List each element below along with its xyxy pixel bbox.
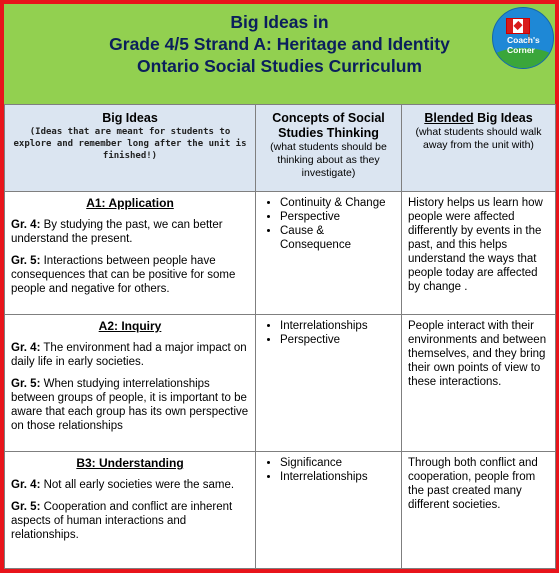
concepts-cell <box>256 315 402 452</box>
blended-subtitle: (what students should walk away from the unit with) <box>415 126 542 151</box>
big-idea-cell <box>5 315 256 452</box>
grade-label: Gr. 4: <box>11 479 41 491</box>
grade-text: Interactions between people have consequences that can be positive for some people and negative for others. <box>11 255 236 295</box>
big-ideas-table <box>4 104 556 569</box>
list-item: • Significance <box>280 456 395 470</box>
grade-text: The environment had a major impact on daily life in early societies. <box>11 342 247 368</box>
column-header-concepts <box>256 105 402 192</box>
title-line-3: Ontario Social Studies Curriculum <box>137 56 422 76</box>
list-item: • Continuity & Change <box>280 196 395 210</box>
grade-text: Not all early societies were the same. <box>40 479 235 491</box>
grade-label: Gr. 5: <box>11 255 41 267</box>
table-row <box>5 192 556 315</box>
concepts-cell <box>256 192 402 315</box>
grade-label: Gr. 4: <box>11 219 41 231</box>
grade-5-idea <box>11 254 249 296</box>
blended-rest: Big Ideas <box>473 111 533 125</box>
blended-cell: People interact with their environments and between themselves, and they bring their own points of view to these interactions. <box>402 315 556 452</box>
grade-label: Gr. 5: <box>11 378 41 390</box>
blended-heading <box>406 111 551 126</box>
list-item: • Cause & Consequence <box>280 224 395 252</box>
logo-text: Coach's Corner <box>507 35 540 55</box>
grade-text: Cooperation and conflict are inherent aspects of human interactions and relationships. <box>11 501 233 541</box>
row-title: A2: Inquiry <box>98 319 162 333</box>
grade-4-idea <box>11 218 249 246</box>
maple-leaf-icon <box>513 21 522 30</box>
title-line-2: Grade 4/5 Strand A: Heritage and Identity <box>109 34 450 54</box>
grade-5-idea <box>11 377 249 433</box>
grade-label: Gr. 5: <box>11 501 41 513</box>
list-item: • Perspective <box>280 333 395 347</box>
grade-text: When studying interrelationships between groups of people, it is important to be aware that each group has its own perspective on those relationships <box>11 378 249 432</box>
concepts-list <box>262 319 395 347</box>
grade-5-idea <box>11 500 249 542</box>
big-idea-cell <box>5 452 256 569</box>
grade-4-idea <box>11 478 249 492</box>
list-item: • Interrelationships <box>280 319 395 333</box>
blended-cell: History helps us learn how people were affected differently by events in the past, and this helps understand the ways that people today are affected by change . <box>402 192 556 315</box>
list-item: • Interrelationships <box>280 470 395 484</box>
column-header-big-ideas <box>5 105 256 192</box>
concepts-list <box>262 456 395 484</box>
title-line-1: Big Ideas in <box>230 12 329 32</box>
big-idea-cell <box>5 192 256 315</box>
table-row <box>5 315 556 452</box>
blended-cell: Through both conflict and cooperation, people from the past created many different societies. <box>402 452 556 569</box>
row-title: A1: Application <box>86 196 174 210</box>
grade-text: By studying the past, we can better understand the present. <box>11 219 223 245</box>
concepts-cell <box>256 452 402 569</box>
concepts-list <box>262 196 395 252</box>
list-item: • Perspective <box>280 210 395 224</box>
big-ideas-heading: Big Ideas <box>102 111 158 125</box>
table-header-row <box>5 105 556 192</box>
coaches-corner-logo <box>492 7 554 69</box>
grade-label: Gr. 4: <box>11 342 41 354</box>
big-ideas-subtitle: (Ideas that are meant for students to explore and remember long after the unit is finished!) <box>13 127 247 161</box>
concepts-subtitle: (what students should be thinking about as they investigate) <box>270 141 387 179</box>
title-banner <box>4 4 555 104</box>
concepts-heading: Concepts of Social Studies Thinking <box>272 111 385 140</box>
canada-flag-icon <box>506 18 530 34</box>
blended-word: Blended <box>424 111 474 125</box>
grade-4-idea <box>11 341 249 369</box>
table-row <box>5 452 556 569</box>
column-header-blended <box>402 105 556 192</box>
row-title: B3: Understanding <box>76 456 184 470</box>
